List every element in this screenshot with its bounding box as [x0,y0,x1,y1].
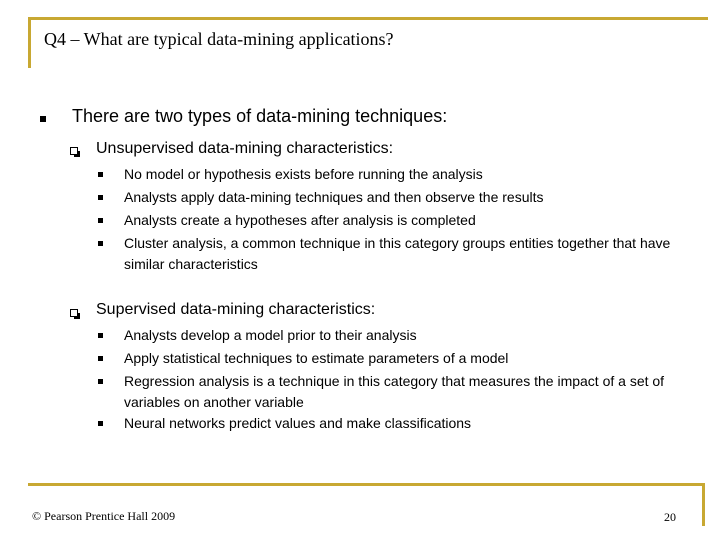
item-bullet-icon [98,421,103,426]
item-bullet-icon [98,379,103,384]
list-item: Cluster analysis, a common technique in this category groups entities together that have similar characteristics [124,235,671,272]
footer-divider [28,483,705,486]
footer-accent-bar [702,483,705,526]
slide-title: Q4 – What are typical data-mining applications? [44,29,394,49]
title-frame [28,17,708,68]
main-bullet-icon [40,116,46,122]
item-bullet-icon [98,195,103,200]
section-heading-supervised: Supervised data-mining characteristics: [96,301,376,318]
item-bullet-icon [98,333,103,338]
item-bullet-icon [98,356,103,361]
list-item: No model or hypothesis exists before running the analysis [124,166,483,182]
section-bullet-icon [70,147,78,155]
list-item: Regression analysis is a technique in this category that measures the impact of a set of variables on another variable [124,373,665,410]
page-number: 20 [664,510,676,524]
section-bullet-icon [70,309,78,317]
copyright-notice: © Pearson Prentice Hall 2009 [32,509,176,523]
list-item: Analysts apply data-mining techniques and then observe the results [124,189,544,205]
list-item: Apply statistical techniques to estimate parameters of a model [124,350,509,366]
section-heading-unsupervised: Unsupervised data-mining characteristics: [96,140,394,157]
item-bullet-icon [98,172,103,177]
item-bullet-icon [98,241,103,246]
list-item: Neural networks predict values and make classifications [124,415,472,431]
list-item: Analysts create a hypotheses after analysis is completed [124,212,476,228]
item-bullet-icon [98,218,103,223]
list-item: Analysts develop a model prior to their analysis [124,327,417,343]
main-point: There are two types of data-mining techniques: [72,106,448,126]
